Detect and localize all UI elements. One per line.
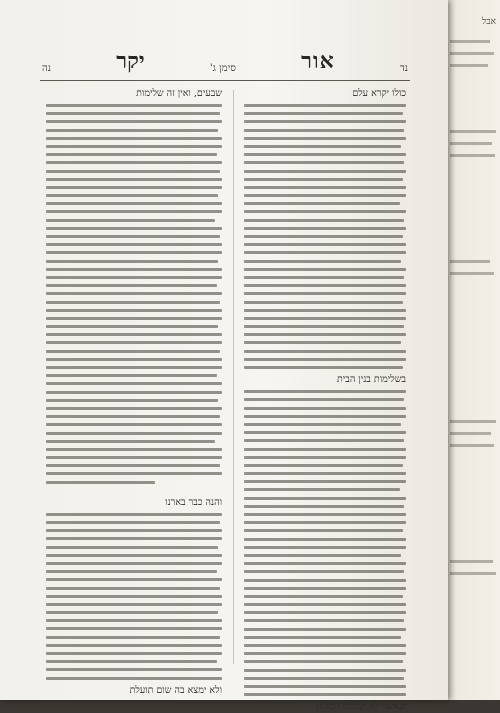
text-line	[46, 464, 220, 467]
text-line	[46, 668, 222, 671]
text-line	[244, 669, 406, 672]
text-line	[244, 521, 406, 524]
text-line	[244, 546, 406, 549]
text-line	[46, 677, 222, 680]
right-page-marker: נד	[399, 63, 408, 74]
text-line	[46, 284, 217, 287]
text-line	[46, 546, 218, 549]
text-line	[244, 693, 406, 696]
text-line	[244, 497, 406, 500]
text-line	[244, 415, 406, 418]
text-line	[450, 142, 492, 145]
text-line	[244, 210, 406, 213]
text-line	[244, 276, 404, 279]
text-line	[244, 333, 406, 336]
text-line	[244, 619, 404, 622]
left-column-opening: שבעים, ואין זה שלימות	[136, 88, 222, 99]
text-line	[244, 219, 404, 222]
text-line	[244, 439, 404, 442]
text-line	[244, 170, 406, 173]
text-line	[46, 235, 220, 238]
text-line	[46, 317, 222, 320]
text-line	[244, 407, 406, 410]
text-line	[46, 529, 222, 532]
text-line	[450, 154, 495, 157]
text-line	[46, 537, 222, 540]
text-line	[244, 341, 401, 344]
text-line	[450, 130, 496, 133]
text-line	[46, 243, 222, 246]
text-line	[450, 260, 490, 263]
text-line	[244, 448, 406, 451]
left-text-column	[46, 88, 222, 696]
text-line	[244, 652, 406, 655]
text-line	[46, 227, 222, 230]
text-line	[46, 587, 220, 590]
text-line	[244, 677, 404, 680]
text-line	[46, 292, 222, 295]
left-column-mid-phrase: והנה כבר בארנו	[165, 496, 222, 508]
text-line	[244, 153, 406, 156]
text-line	[46, 170, 220, 173]
text-line	[244, 194, 406, 197]
text-line	[46, 145, 222, 148]
text-line	[244, 112, 403, 115]
text-line	[244, 317, 406, 320]
text-line	[244, 431, 406, 434]
text-line	[46, 440, 215, 443]
text-line	[46, 276, 222, 279]
left-page-marker: נה	[42, 63, 52, 74]
text-line	[46, 358, 222, 361]
text-line	[244, 464, 403, 467]
next-page-fragment: אבל	[482, 17, 496, 27]
left-column-closing: ולא ימצא בה שום תועלת	[129, 684, 222, 696]
text-line	[244, 423, 401, 426]
text-line	[244, 358, 406, 361]
text-line	[46, 513, 222, 516]
text-line	[46, 432, 222, 435]
text-line	[450, 64, 488, 67]
text-line	[450, 572, 496, 575]
text-line	[46, 325, 218, 328]
text-line	[46, 161, 222, 164]
text-line	[46, 382, 222, 385]
text-line	[244, 260, 401, 263]
header-rule	[40, 80, 410, 81]
text-line	[46, 350, 220, 353]
right-column-mid-phrase: בשלימות בנין הבית	[336, 374, 406, 386]
right-column-closing: וכאשר לא יכלכלו המלות	[315, 701, 406, 713]
text-line	[46, 186, 222, 189]
text-line	[46, 448, 222, 451]
text-line	[244, 227, 406, 230]
text-line	[46, 366, 222, 369]
text-line	[46, 652, 222, 655]
text-line	[244, 104, 406, 107]
text-line	[46, 219, 215, 222]
text-line	[244, 178, 403, 181]
text-line	[244, 145, 401, 148]
text-line	[46, 112, 220, 115]
text-line	[450, 40, 490, 43]
text-line	[46, 399, 218, 402]
text-line	[244, 636, 401, 639]
text-line	[244, 398, 404, 401]
text-line	[46, 374, 217, 377]
paragraph-break	[46, 489, 222, 497]
text-line	[46, 660, 217, 663]
text-line	[244, 587, 406, 590]
text-line	[46, 611, 218, 614]
text-line	[244, 325, 404, 328]
text-line	[244, 292, 406, 295]
text-line	[46, 603, 222, 606]
text-line	[46, 570, 217, 573]
text-line	[46, 554, 222, 557]
right-column-opening: כולו יקרא עלם	[352, 88, 406, 99]
text-line	[46, 210, 222, 213]
text-line	[450, 52, 494, 55]
text-line	[46, 644, 222, 647]
text-line	[46, 636, 220, 639]
text-line	[244, 513, 406, 516]
text-line	[244, 120, 406, 123]
text-line	[244, 529, 403, 532]
text-line	[46, 415, 220, 418]
text-line	[244, 268, 406, 271]
text-line	[450, 272, 494, 275]
text-line	[244, 366, 403, 369]
text-line	[46, 268, 222, 271]
text-line	[46, 562, 222, 565]
text-line	[244, 472, 406, 475]
text-line	[244, 562, 406, 565]
text-line	[46, 301, 220, 304]
text-line	[46, 407, 222, 410]
text-line	[244, 570, 404, 573]
text-line	[244, 309, 406, 312]
text-line	[244, 505, 404, 508]
text-line	[244, 480, 406, 483]
text-line	[46, 120, 222, 123]
text-line	[46, 481, 155, 484]
text-line	[46, 423, 222, 426]
text-line	[244, 660, 403, 663]
text-line	[46, 129, 218, 132]
text-line	[450, 444, 494, 447]
text-line	[244, 488, 400, 491]
text-line	[46, 194, 218, 197]
text-line	[244, 456, 406, 459]
text-line	[244, 137, 406, 140]
text-line	[244, 554, 401, 557]
text-line	[46, 391, 222, 394]
column-divider	[233, 90, 234, 664]
text-line	[244, 538, 406, 541]
text-line	[244, 161, 404, 164]
text-line	[244, 301, 403, 304]
text-line	[46, 251, 222, 254]
text-line	[244, 390, 406, 393]
right-text-column	[244, 88, 406, 713]
text-line	[450, 560, 493, 563]
text-line	[244, 628, 406, 631]
text-line	[244, 685, 406, 688]
text-line	[46, 309, 222, 312]
text-line	[46, 521, 220, 524]
next-page-edge	[440, 0, 500, 700]
text-line	[450, 432, 491, 435]
text-line	[244, 595, 403, 598]
text-line	[46, 178, 222, 181]
text-line	[244, 202, 400, 205]
text-line	[46, 627, 222, 630]
text-line	[46, 619, 222, 622]
text-line	[46, 472, 222, 475]
text-line	[244, 129, 404, 132]
text-line	[46, 260, 218, 263]
text-line	[46, 153, 217, 156]
text-line	[46, 578, 222, 581]
text-line	[46, 137, 222, 140]
text-line	[46, 341, 222, 344]
text-line	[46, 202, 222, 205]
right-running-title: אור	[301, 48, 335, 74]
text-line	[244, 284, 406, 287]
text-line	[244, 579, 406, 582]
text-line	[450, 420, 496, 423]
text-line	[244, 644, 406, 647]
text-line	[244, 350, 406, 353]
section-label: סימן ג'	[209, 63, 236, 74]
text-line	[244, 603, 406, 606]
left-running-title: יקר	[116, 48, 145, 74]
text-line	[244, 611, 406, 614]
text-line	[46, 333, 222, 336]
page-header	[42, 48, 408, 74]
text-line	[244, 186, 406, 189]
text-line	[46, 104, 222, 107]
text-line	[244, 251, 406, 254]
text-line	[46, 595, 222, 598]
text-line	[244, 243, 406, 246]
text-line	[244, 235, 403, 238]
text-line	[46, 456, 222, 459]
